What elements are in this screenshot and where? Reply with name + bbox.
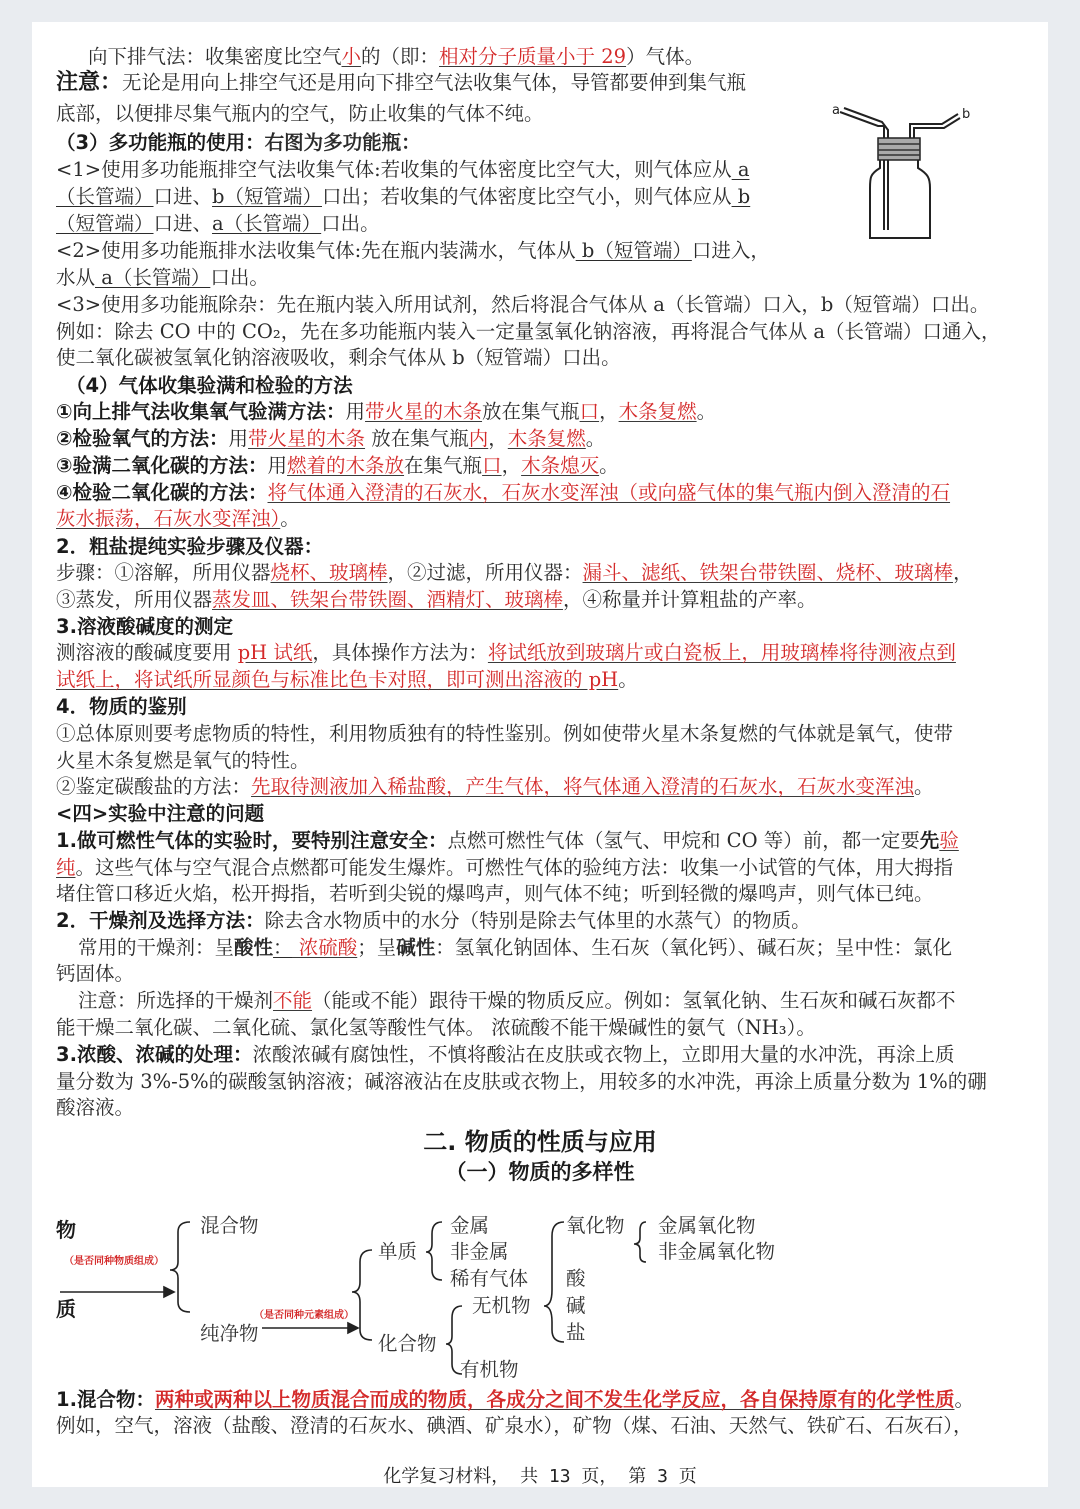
mixture-examples: 例如，空气，溶液（盐酸、澄清的石灰水、碘酒、矿泉水），矿物（煤、石油、天然气、铁矿石、石灰石）， <box>56 1414 973 1437</box>
multi-p1c: （短管端）口进、a（长管端）口出。 <box>56 212 380 235</box>
multi-bottle-heading: （3）多功能瓶的使用：右图为多功能瓶： <box>56 131 421 154</box>
multi-p1b: （长管端）口进、b（短管端）口出；若收集的气体密度比空气小，则气体应从 b <box>56 185 751 208</box>
multi-p2b: 水从 a（长管端）口出。 <box>56 266 269 289</box>
node-metal-oxide: 金属氧化物 <box>658 1214 756 1237</box>
check-item-3: ③验满二氧化碳的方法：用燃着的木条放在集气瓶口，木条熄灭。 <box>56 454 619 477</box>
node-noble-gas: 稀有气体 <box>450 1267 529 1290</box>
node-oxide: 氧化物 <box>566 1214 625 1237</box>
salt-steps-1: 步骤：①溶解，所用仪器烧杯、玻璃棒，②过滤，所用仪器：漏斗、滤纸、铁架台带铁圈、烧杯、玻璃棒， <box>56 561 973 584</box>
multi-p1: <1>使用多功能瓶排空气法收集气体:若收集的气体密度比空气大，则气体应从 a <box>56 158 750 181</box>
label-a: a <box>832 103 840 118</box>
node-acid: 酸 <box>566 1267 586 1290</box>
node-element: 单质 <box>378 1240 418 1263</box>
ident-line-2: 火星木条复燃是氧气的特性。 <box>56 749 310 772</box>
multi-p2: <2>使用多功能瓶排水法收集气体:先在瓶内装满水，气体从 b（短管端）口进入， <box>56 239 770 262</box>
node-metal: 金属 <box>450 1214 490 1237</box>
mixture-definition: 1.混合物：两种或两种以上物质混合而成的物质，各成分之间不发生化学反应，各自保持原有的化学性质。 <box>56 1388 975 1411</box>
question-same-substance: （是否同种物质组成） <box>64 1256 164 1267</box>
node-compound: 化合物 <box>378 1332 437 1355</box>
notes-3b: 量分数为 3%-5%的碳酸氢钠溶液；碱溶液沾在皮肤或衣物上，用较多的水冲洗，再涂上质量分数为 1%的硼 <box>56 1070 987 1093</box>
ident-line-3: ②鉴定碳酸盐的方法：先取待测液加入稀盐酸，产生气体，将气体通入澄清的石灰水，石灰水变浑浊。 <box>56 775 934 798</box>
multi-p3c: 使二氧化碳被氢氧化钠溶液吸收，剩余气体从 b（短管端）口出。 <box>56 346 621 369</box>
notes-1b: 纯。这些气体与空气混合点燃都可能发生爆炸。可燃性气体的验纯方法：收集一小试管的气体，用大拇指 <box>56 856 954 879</box>
tree-root-2: 质 <box>56 1297 76 1321</box>
node-base: 碱 <box>566 1294 586 1317</box>
section-title: 二. 物质的性质与应用 <box>423 1128 657 1156</box>
node-inorganic: 无机物 <box>472 1294 531 1317</box>
check-item-4: ④检验二氧化碳的方法：将气体通入澄清的石灰水，石灰水变浑浊（或向盛气体的集气瓶内倒入澄清的石 <box>56 481 951 504</box>
notes-3: 3.浓酸、浓碱的处理：浓酸浓碱有腐蚀性，不慎将酸沾在皮肤或衣物上，立即用大量的水冲洗，再涂上质 <box>56 1043 955 1066</box>
notes-heading: <四>实验中注意的问题 <box>56 802 265 825</box>
node-salt: 盐 <box>566 1321 586 1344</box>
salt-heading: 2．粗盐提纯实验步骤及仪器： <box>56 535 324 558</box>
multi-p3: <3>使用多功能瓶除杂：先在瓶内装入所用试剂，然后将混合气体从 a（长管端）口入，b（短管端）口出。 <box>56 293 990 316</box>
ph-line-2: 试纸上，将试纸所显颜色与标准比色卡对照，即可测出溶液的 pH。 <box>56 668 638 691</box>
note-line: 注意：无论是用向上排空气还是用向下排空气法收集气体，导管都要伸到集气瓶 <box>56 70 747 95</box>
question-same-element: （是否同种元素组成） <box>254 1310 354 1321</box>
note-line-2: 底部，以便排尽集气瓶内的空气，防止收集的气体不纯。 <box>56 102 544 125</box>
check-item-4b: 灰水振荡，石灰水变浑浊）。 <box>56 507 300 530</box>
salt-steps-2: ③蒸发，所用仪器蒸发皿、铁架台带铁圈、酒精灯、玻璃棒，④称量并计算粗盐的产率。 <box>56 588 817 611</box>
notes-2e: 能干燥二氧化碳、二氧化硫、氯化氢等酸性气体。 浓硫酸不能干燥碱性的氨气（NH₃）。 <box>56 1016 816 1039</box>
gas-check-heading: （4）气体收集验满和检验的方法 <box>66 374 353 397</box>
label-b: b <box>962 107 971 122</box>
section-subtitle: （一）物质的多样性 <box>445 1160 635 1184</box>
node-organic: 有机物 <box>460 1358 519 1381</box>
page-footer: 化学复习材料， 共 13 页， 第 3 页 <box>383 1466 697 1487</box>
notes-2: 2．干燥剂及选择方法：除去含水物质中的水分（特别是除去气体里的水蒸气）的物质。 <box>56 909 811 932</box>
node-nonmetal: 非金属 <box>450 1240 509 1263</box>
node-nonmetal-oxide: 非金属氧化物 <box>658 1240 776 1263</box>
downward-air-line: 向下排气法：收集密度比空气小的（即：相对分子质量小于 29）气体。 <box>88 45 705 68</box>
ph-line-1: 测溶液的酸碱度要用 pH 试纸，具体操作方法为：将试纸放到玻璃片或白瓷板上，用玻璃棒将待测液点到 <box>56 641 956 664</box>
notes-2b: 常用的干燥剂：呈酸性： 浓硫酸；呈碱性：氢氧化钠固体、生石灰（氧化钙）、碱石灰；呈中性：氯化 <box>78 936 953 959</box>
tree-root-1: 物 <box>56 1218 76 1242</box>
multi-p3b: 例如：除去 CO 中的 CO₂，先在多功能瓶内装入一定量氢氧化钠溶液，再将混合气体从 a（长管端）口通入， <box>56 320 1001 343</box>
notes-1c: 堵住管口移近火焰，松开拇指，若听到尖锐的爆鸣声，则气体不纯；听到轻微的爆鸣声，则气体已纯。 <box>56 882 934 905</box>
notes-2d: 注意：所选择的干燥剂不能（能或不能）跟待干燥的物质反应。例如：氢氧化钠、生石灰和碱石灰都不 <box>78 989 956 1012</box>
node-pure: 纯净物 <box>200 1322 259 1345</box>
ident-heading: 4．物质的鉴别 <box>56 695 187 718</box>
notes-3c: 酸溶液。 <box>56 1096 135 1119</box>
node-mixture: 混合物 <box>200 1214 259 1237</box>
ph-heading: 3.溶液酸碱度的测定 <box>56 615 233 638</box>
notes-2c: 钙固体。 <box>56 962 135 985</box>
check-item-1: ①向上排气法收集氧气验满方法：用带火星的木条放在集气瓶口，木条复燃。 <box>56 400 717 423</box>
notes-1: 1.做可燃性气体的实验时，要特别注意安全：点燃可燃性气体（氢气、甲烷和 CO 等）前，都一定要先验 <box>56 829 959 852</box>
check-item-2: ②检验氧气的方法：用带火星的木条 放在集气瓶内，木条复燃。 <box>56 427 606 450</box>
ident-line-1: ①总体原则要考虑物质的特性，利用物质独有的特性鉴别。例如使带火星木条复燃的气体就是氧气，使带 <box>56 722 954 745</box>
